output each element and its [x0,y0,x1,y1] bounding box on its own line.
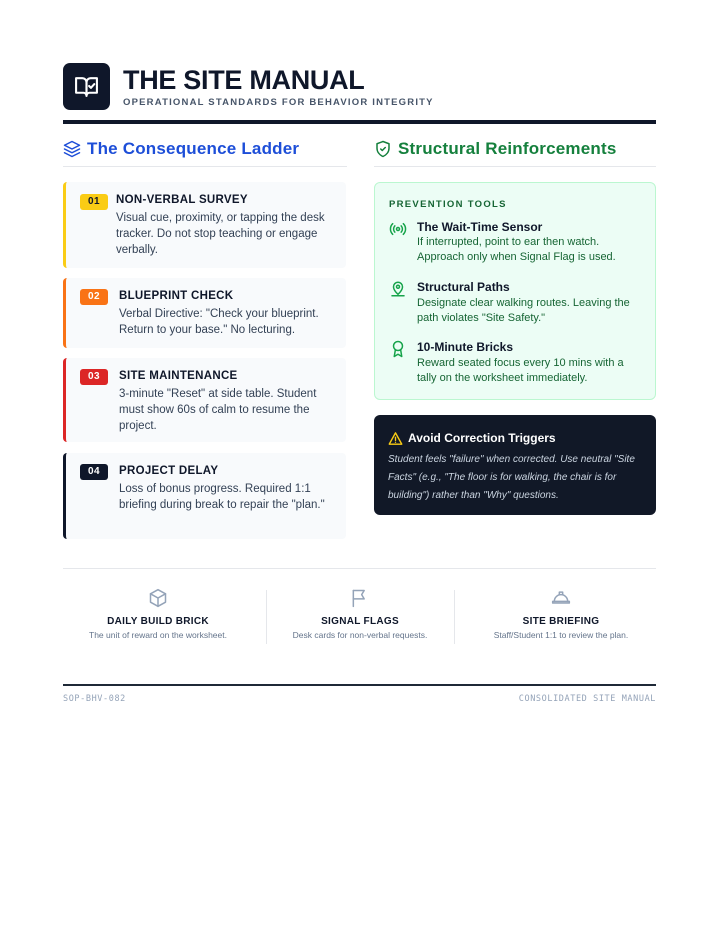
feature-body: The unit of reward on the worksheet. [89,630,227,640]
footer-label: CONSOLIDATED SITE MANUAL [518,694,656,704]
step-title: SITE MAINTENANCE [119,370,238,382]
step-body: Loss of bonus progress. Required 1:1 briefing during break to repair the "plan." [119,483,325,511]
box-icon [148,588,168,608]
step-title: NON-VERBAL SURVEY [116,194,248,206]
feature-title: SITE BRIEFING [522,616,600,627]
award-icon [389,340,407,358]
page [63,0,656,932]
ladder-step-3 [63,358,346,442]
feature-daily-build-brick [63,588,253,646]
step-body: 3-minute "Reset" at side table. Student must show 60s of calm to resume the project. [119,388,317,432]
ladder-step-1 [63,182,346,268]
ladder-step-4 [63,453,346,539]
feature-title: DAILY BUILD BRICK [107,616,209,627]
consequence-ladder-heading [63,137,347,167]
footer-rule [63,684,656,686]
feature-separator [454,590,455,644]
prevention-tools-box [374,182,656,400]
flag-icon [350,588,370,608]
layers-icon [63,140,81,158]
correction-triggers-box [374,415,656,515]
step-number-badge: 02 [80,289,108,305]
page-title: THE SITE MANUAL [123,65,365,95]
consequence-ladder-title: The Consequence Ladder [87,139,300,158]
feature-body: Staff/Student 1:1 to review the plan. [493,630,629,640]
step-number-badge: 03 [80,369,108,385]
warning-triangle-icon [388,431,403,446]
step-body: Verbal Directive: "Check your blueprint. Return to your base." No lecturing. [119,308,319,336]
tool-title: Structural Paths [417,280,510,294]
step-number-badge: 04 [80,464,108,480]
page-subtitle: OPERATIONAL STANDARDS FOR BEHAVIOR INTEGRITY [123,97,434,108]
map-pin-icon [389,280,407,298]
tool-title: 10-Minute Bricks [417,340,514,354]
step-body: Visual cue, proximity, or tapping the desk tracker. Do not stop teaching or engage verbally. [116,212,325,256]
footer-code: SOP-BHV-082 [63,694,126,704]
tool-body: If interrupted, point to ear then watch. Approach only when Signal Flag is used. [417,236,616,263]
triggers-title: Avoid Correction Triggers [408,431,556,445]
structural-reinforcements-heading [374,137,656,167]
logo [63,63,110,110]
ladder-step-2 [63,278,346,348]
tool-title: The Wait-Time Sensor [417,220,543,234]
triggers-body: Student feels "failure" when corrected. Use neutral "Site Facts" (e.g., "The floor is for walking, the chair is for building") rather than "Why" questions. [388,454,635,501]
feature-signal-flags [265,588,455,646]
step-title: PROJECT DELAY [119,465,219,477]
feature-body: Desk cards for non-verbal requests. [292,630,428,640]
prevention-tools-label: PREVENTION TOOLS [389,199,507,210]
step-number-badge: 01 [80,194,108,210]
hard-hat-icon [551,588,571,608]
book-check-icon [74,74,99,99]
shield-check-icon [374,140,392,158]
radio-signal-icon [389,220,407,238]
feature-site-briefing [466,588,656,646]
step-title: BLUEPRINT CHECK [119,290,234,302]
tool-body: Designate clear walking routes. Leaving the path violates "Site Safety." [417,297,630,324]
structural-reinforcements-title: Structural Reinforcements [398,139,617,158]
section-divider [63,568,656,569]
header [63,63,656,124]
feature-title: SIGNAL FLAGS [321,616,399,627]
tool-body: Reward seated focus every 10 mins with a tally on the worksheet immediately. [417,357,624,384]
